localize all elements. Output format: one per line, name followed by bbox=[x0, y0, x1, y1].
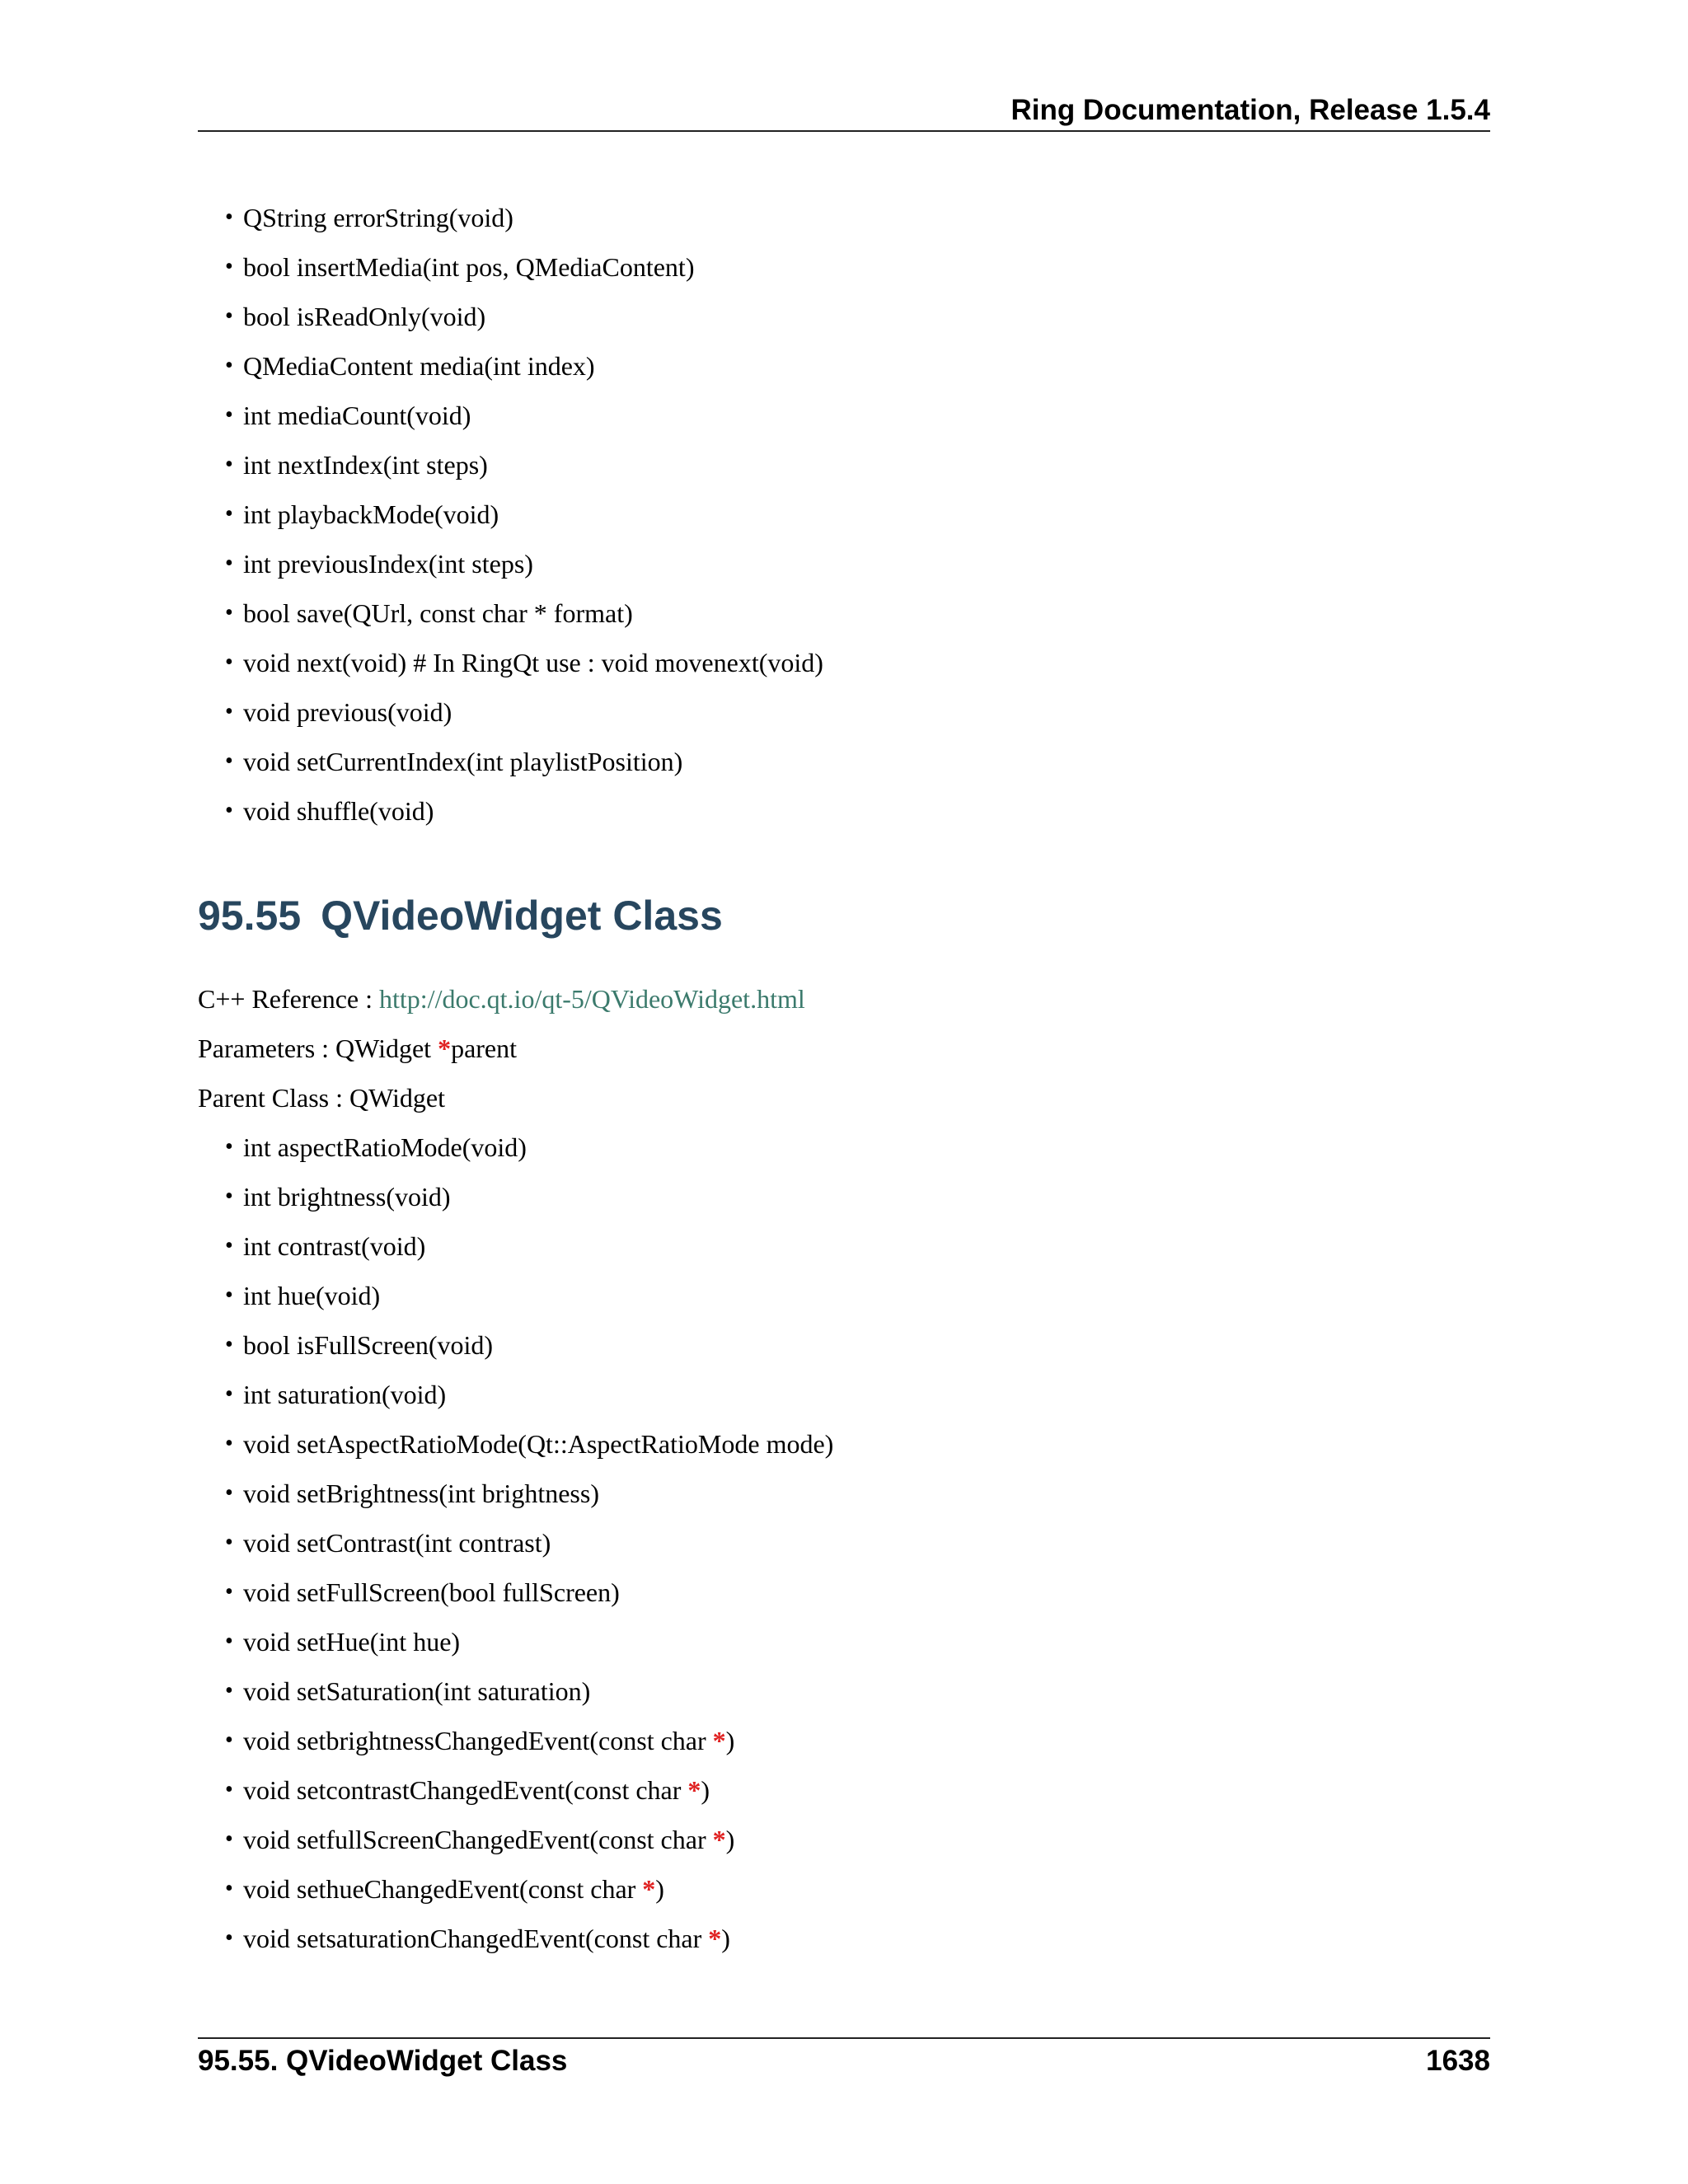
method-signature: void setcontrastChangedEvent(const char bbox=[243, 1775, 688, 1805]
pointer-star: * bbox=[438, 1033, 452, 1063]
parameters-line bbox=[198, 1024, 517, 1073]
list-item bbox=[225, 391, 1479, 440]
list-item bbox=[225, 588, 1479, 638]
method-signature: bool isFullScreen(void) bbox=[243, 1330, 494, 1360]
pointer-star: * bbox=[712, 1726, 726, 1755]
bullet-icon: • bbox=[225, 798, 233, 823]
list-item bbox=[225, 638, 1479, 687]
closing-paren: ) bbox=[655, 1874, 664, 1904]
pointer-star: * bbox=[708, 1924, 722, 1953]
method-signature: int brightness(void) bbox=[243, 1182, 451, 1212]
section-heading bbox=[198, 882, 723, 949]
bullet-icon: • bbox=[225, 600, 233, 626]
list-item bbox=[225, 1518, 1479, 1568]
list-item bbox=[225, 1568, 1479, 1617]
bullet-icon: • bbox=[225, 254, 233, 279]
reference-link[interactable]: http://doc.qt.io/qt-5/QVideoWidget.html bbox=[379, 984, 805, 1014]
list-item bbox=[225, 1320, 1479, 1370]
section-number: 95.55 bbox=[198, 893, 302, 939]
method-signature: void shuffle(void) bbox=[243, 796, 434, 826]
method-signature: int playbackMode(void) bbox=[243, 499, 499, 529]
bullet-icon: • bbox=[225, 1876, 233, 1901]
method-signature: void setFullScreen(bool fullScreen) bbox=[243, 1577, 620, 1607]
bullet-icon: • bbox=[225, 1431, 233, 1456]
list-item bbox=[225, 1370, 1479, 1419]
list-item bbox=[225, 1666, 1479, 1716]
list-item bbox=[225, 1122, 1479, 1172]
cpp-reference-line bbox=[198, 974, 805, 1024]
parent-class-line: Parent Class : QWidget bbox=[198, 1083, 445, 1113]
list-item bbox=[225, 193, 1479, 242]
page-number: 1638 bbox=[1426, 2045, 1490, 2077]
method-signature: void setfullScreenChangedEvent(const char bbox=[243, 1825, 713, 1854]
method-signature: int mediaCount(void) bbox=[243, 401, 471, 430]
list-item bbox=[225, 1469, 1479, 1518]
bullet-icon: • bbox=[225, 1777, 233, 1802]
bullet-icon: • bbox=[225, 1678, 233, 1704]
running-header-title: Ring Documentation, Release 1.5.4 bbox=[1010, 94, 1490, 126]
list-item bbox=[225, 1864, 1479, 1914]
method-signature: void setSaturation(int saturation) bbox=[243, 1676, 591, 1706]
bullet-icon: • bbox=[225, 1282, 233, 1308]
closing-paren: ) bbox=[721, 1924, 730, 1953]
method-list-qvideowidget bbox=[225, 1122, 1479, 1963]
list-item bbox=[225, 1716, 1479, 1765]
method-signature: void sethueChangedEvent(const char bbox=[243, 1874, 643, 1904]
bullet-icon: • bbox=[225, 649, 233, 675]
method-signature: void setBrightness(int brightness) bbox=[243, 1479, 599, 1508]
bullet-icon: • bbox=[225, 1579, 233, 1605]
bullet-icon: • bbox=[225, 1727, 233, 1753]
method-signature: void setbrightnessChangedEvent(const char bbox=[243, 1726, 713, 1755]
list-item bbox=[225, 341, 1479, 391]
list-item bbox=[225, 1221, 1479, 1271]
bullet-icon: • bbox=[225, 551, 233, 576]
method-signature: int hue(void) bbox=[243, 1281, 381, 1310]
list-item bbox=[225, 440, 1479, 490]
parameters-label: Parameters : QWidget bbox=[198, 1033, 438, 1063]
bullet-icon: • bbox=[225, 1183, 233, 1209]
method-signature: int aspectRatioMode(void) bbox=[243, 1132, 527, 1162]
bullet-icon: • bbox=[225, 1134, 233, 1160]
method-signature: int saturation(void) bbox=[243, 1380, 447, 1409]
bullet-icon: • bbox=[225, 303, 233, 329]
section-title: QVideoWidget Class bbox=[321, 893, 723, 939]
bullet-icon: • bbox=[225, 204, 233, 230]
pointer-star: * bbox=[687, 1775, 701, 1805]
method-signature: void next(void) # In RingQt use : void movenext(void) bbox=[243, 648, 823, 677]
method-signature: int nextIndex(int steps) bbox=[243, 450, 488, 480]
method-signature: void setAspectRatioMode(Qt::AspectRatioMode mode) bbox=[243, 1429, 834, 1459]
footer-section-label: 95.55. QVideoWidget Class bbox=[198, 2045, 568, 2077]
method-signature: bool isReadOnly(void) bbox=[243, 302, 486, 331]
bullet-icon: • bbox=[225, 1233, 233, 1258]
method-signature: QMediaContent media(int index) bbox=[243, 351, 595, 381]
bullet-icon: • bbox=[225, 1381, 233, 1407]
bullet-icon: • bbox=[225, 1629, 233, 1654]
bullet-icon: • bbox=[225, 699, 233, 724]
bullet-icon: • bbox=[225, 1925, 233, 1951]
list-item bbox=[225, 292, 1479, 341]
closing-paren: ) bbox=[725, 1726, 735, 1755]
method-signature: void setHue(int hue) bbox=[243, 1627, 461, 1657]
list-item bbox=[225, 1765, 1479, 1815]
method-signature: void previous(void) bbox=[243, 697, 452, 727]
bullet-icon: • bbox=[225, 748, 233, 774]
method-list-playlist bbox=[225, 193, 1479, 836]
list-item bbox=[225, 242, 1479, 292]
pointer-star: * bbox=[712, 1825, 726, 1854]
bullet-icon: • bbox=[225, 402, 233, 428]
method-signature: void setsaturationChangedEvent(const char bbox=[243, 1924, 709, 1953]
method-signature: bool save(QUrl, const char * format) bbox=[243, 598, 633, 628]
footer-rule bbox=[198, 2037, 1490, 2039]
bullet-icon: • bbox=[225, 1826, 233, 1852]
header-rule bbox=[198, 130, 1490, 132]
list-item bbox=[225, 539, 1479, 588]
method-signature: int contrast(void) bbox=[243, 1231, 426, 1261]
bullet-icon: • bbox=[225, 452, 233, 477]
method-signature: void setCurrentIndex(int playlistPosition) bbox=[243, 747, 683, 776]
bullet-icon: • bbox=[225, 1480, 233, 1506]
closing-paren: ) bbox=[725, 1825, 735, 1854]
method-signature: bool insertMedia(int pos, QMediaContent) bbox=[243, 252, 695, 282]
method-signature: QString errorString(void) bbox=[243, 203, 513, 232]
parameters-value: parent bbox=[451, 1033, 518, 1063]
list-item bbox=[225, 1617, 1479, 1666]
list-item bbox=[225, 1172, 1479, 1221]
list-item bbox=[225, 687, 1479, 737]
pointer-star: * bbox=[642, 1874, 656, 1904]
reference-label: C++ Reference : bbox=[198, 984, 379, 1014]
list-item bbox=[225, 1815, 1479, 1864]
bullet-icon: • bbox=[225, 1332, 233, 1357]
list-item bbox=[225, 786, 1479, 836]
list-item bbox=[225, 1419, 1479, 1469]
list-item bbox=[225, 737, 1479, 786]
bullet-icon: • bbox=[225, 501, 233, 527]
method-signature: void setContrast(int contrast) bbox=[243, 1528, 551, 1558]
bullet-icon: • bbox=[225, 1530, 233, 1555]
method-signature: int previousIndex(int steps) bbox=[243, 549, 533, 579]
closing-paren: ) bbox=[701, 1775, 710, 1805]
list-item bbox=[225, 490, 1479, 539]
bullet-icon: • bbox=[225, 353, 233, 378]
list-item bbox=[225, 1914, 1479, 1963]
list-item bbox=[225, 1271, 1479, 1320]
